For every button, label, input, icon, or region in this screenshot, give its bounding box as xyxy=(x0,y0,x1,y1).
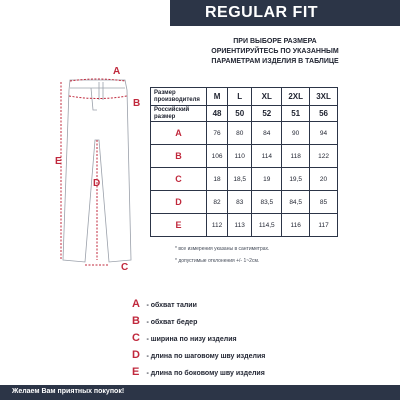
row-letter: E xyxy=(151,214,207,237)
legend-label: - обхват талии xyxy=(146,302,197,309)
table-cell: 18,5 xyxy=(228,168,252,191)
table-header-row xyxy=(151,88,338,106)
size-header: XL xyxy=(252,88,282,106)
table-cell: 85 xyxy=(310,191,338,214)
size-table xyxy=(150,87,338,237)
table-row xyxy=(151,145,338,168)
note-tolerance: * допустимые отклонения +/- 1~2см. xyxy=(175,258,260,264)
page-title: REGULAR FIT xyxy=(205,4,319,21)
russian-size: 51 xyxy=(282,106,310,122)
table-cell: 83,5 xyxy=(252,191,282,214)
table-row xyxy=(151,122,338,145)
table-cell: 90 xyxy=(282,122,310,145)
legend-item xyxy=(132,311,372,328)
row-letter: D xyxy=(151,191,207,214)
note-units: * все измерения указаны в сантиметрах. xyxy=(175,246,270,252)
diagram-label-b: B xyxy=(133,98,141,109)
row-letter: A xyxy=(151,122,207,145)
legend-item xyxy=(132,345,372,362)
table-cell: 113 xyxy=(228,214,252,237)
russian-size: 50 xyxy=(228,106,252,122)
footer-text: Желаем Вам приятных покупок! xyxy=(12,388,125,395)
russian-size: 56 xyxy=(310,106,338,122)
diagram-label-d: D xyxy=(93,178,101,189)
row-letter: C xyxy=(151,168,207,191)
table-notes xyxy=(175,243,269,267)
diagram-label-e: E xyxy=(55,156,62,167)
size-header: 3XL xyxy=(310,88,338,106)
table-cell: 118 xyxy=(282,145,310,168)
row-letter: B xyxy=(151,145,207,168)
legend-label: - обхват бедер xyxy=(146,319,198,326)
intro-line-3: ПАРАМЕТРАМ ИЗДЕЛИЯ В ТАБЛИЦЕ xyxy=(211,58,339,65)
legend-label: - длина по боковому шву изделия xyxy=(146,370,265,377)
table-cell: 94 xyxy=(310,122,338,145)
table-cell: 18 xyxy=(207,168,228,191)
table-cell: 84 xyxy=(252,122,282,145)
legend-label: - длина по шаговому шву изделия xyxy=(146,353,266,360)
size-header: L xyxy=(228,88,252,106)
table-cell: 76 xyxy=(207,122,228,145)
table-cell: 116 xyxy=(282,214,310,237)
size-header: 2XL xyxy=(282,88,310,106)
russian-size: 48 xyxy=(207,106,228,122)
intro-line-2: ОРИЕНТИРУЙТЕСЬ ПО УКАЗАННЫМ xyxy=(211,48,339,55)
pants-diagram xyxy=(55,60,165,280)
legend-letter: C xyxy=(132,332,140,344)
legend-letter: B xyxy=(132,315,140,327)
russian-size-label: Российский размер xyxy=(151,106,207,122)
table-cell: 114 xyxy=(252,145,282,168)
measure-lines xyxy=(61,79,127,265)
table-cell: 19,5 xyxy=(282,168,310,191)
table-cell: 117 xyxy=(310,214,338,237)
table-cell: 20 xyxy=(310,168,338,191)
header xyxy=(0,0,400,26)
intro-line-1: ПРИ ВЫБОРЕ РАЗМЕРА xyxy=(233,38,317,45)
table-cell: 112 xyxy=(207,214,228,237)
measure-line-b xyxy=(69,96,127,99)
legend-label: - ширина по низу изделия xyxy=(146,336,237,343)
table-cell: 122 xyxy=(310,145,338,168)
footer xyxy=(0,385,400,400)
intro-text xyxy=(170,37,380,67)
table-cell: 106 xyxy=(207,145,228,168)
table-row xyxy=(151,168,338,191)
table-cell: 114,5 xyxy=(252,214,282,237)
measurement-legend xyxy=(132,294,372,379)
size-header: M xyxy=(207,88,228,106)
table-cell: 80 xyxy=(228,122,252,145)
table-cell: 82 xyxy=(207,191,228,214)
table-cell: 83 xyxy=(228,191,252,214)
table-row xyxy=(151,191,338,214)
legend-letter: D xyxy=(132,349,140,361)
table-cell: 110 xyxy=(228,145,252,168)
russian-size-row xyxy=(151,106,338,122)
table-row xyxy=(151,214,338,237)
legend-letter: A xyxy=(132,298,140,310)
manufacturer-size-label: Размер производителя xyxy=(151,88,207,106)
diagram-label-c: C xyxy=(121,262,129,273)
russian-size: 52 xyxy=(252,106,282,122)
table-cell: 19 xyxy=(252,168,282,191)
table-cell: 84,5 xyxy=(282,191,310,214)
legend-letter: E xyxy=(132,366,140,378)
diagram-label-a: A xyxy=(113,66,121,77)
legend-item xyxy=(132,294,372,311)
legend-item xyxy=(132,328,372,345)
legend-item xyxy=(132,362,372,379)
